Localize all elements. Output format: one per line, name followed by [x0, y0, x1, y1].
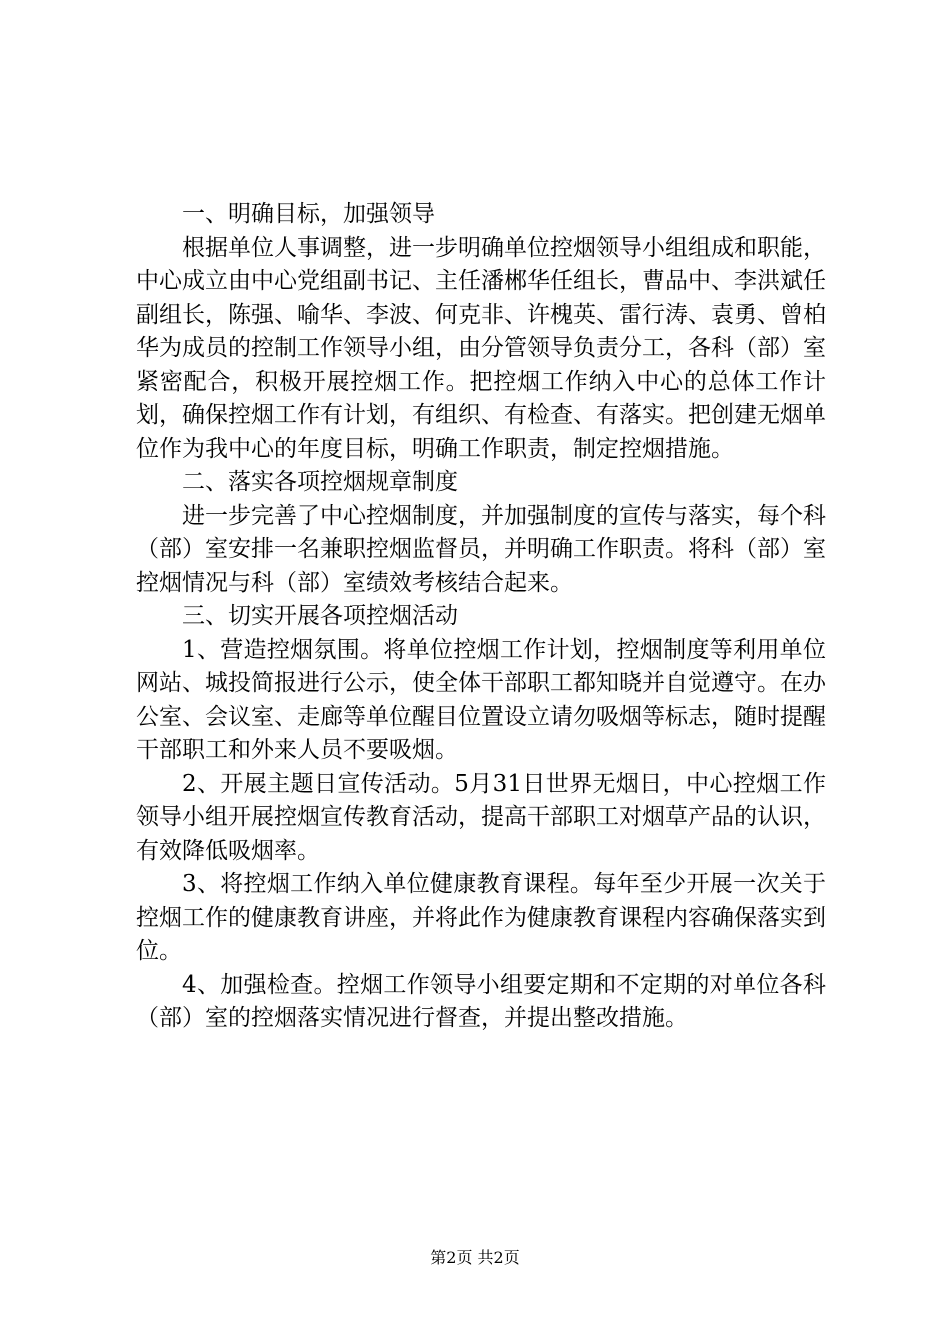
paragraph-2: 进一步完善了中心控烟制度，并加强制度的宣传与落实，每个科（部）室安排一名兼职控烟监督员，并明确工作职责。将科（部）室控烟情况与科（部）室绩效考核结合起来。	[136, 502, 826, 596]
paragraph-3-item-1: 1、营造控烟氛围。将单位控烟工作计划，控烟制度等利用单位网站、城投简报进行公示，使全体干部职工都知晓并自觉遵守。在办公室、会议室、走廊等单位醒目位置设立请勿吸烟等标志，随时提醒干部职工和外来人员不要吸烟。	[136, 636, 826, 763]
paragraph-1: 根据单位人事调整，进一步明确单位控烟领导小组组成和职能，中心成立由中心党组副书记、主任潘郴华任组长，曹品中、李洪斌任副组长，陈强、喻华、李波、何克非、许槐英、雷行涛、袁勇、曾柏华为成员的控制工作领导小组，由分管领导负责分工，各科（部）室紧密配合，积极开展控烟工作。把控烟工作纳入中心的总体工作计划，确保控烟工作有计划，有组织、有检查、有落实。把创建无烟单位作为我中心的年度目标，明确工作职责，制定控烟措施。	[136, 234, 826, 462]
paragraph-3-item-3: 3、将控烟工作纳入单位健康教育课程。每年至少开展一次关于控烟工作的健康教育讲座，并将此作为健康教育课程内容确保落实到位。	[136, 871, 826, 964]
heading-2: 二、落实各项控烟规章制度	[182, 469, 458, 495]
paragraph-3-item-4: 4、加强检查。控烟工作领导小组要定期和不定期的对单位各科（部）室的控烟落实情况进行督查，并提出整改措施。	[136, 971, 826, 1031]
page-number: 第2页 共2页	[430, 1248, 520, 1267]
document-body	[136, 198, 826, 1036]
heading-3: 三、切实开展各项控烟活动	[182, 603, 458, 629]
paragraph-3-item-2: 2、开展主题日宣传活动。5月31日世界无烟日，中心控烟工作领导小组开展控烟宣传教育活动，提高干部职工对烟草产品的认识，有效降低吸烟率。	[136, 770, 826, 864]
page-footer	[0, 1248, 950, 1268]
heading-1: 一、明确目标，加强领导	[182, 201, 435, 227]
